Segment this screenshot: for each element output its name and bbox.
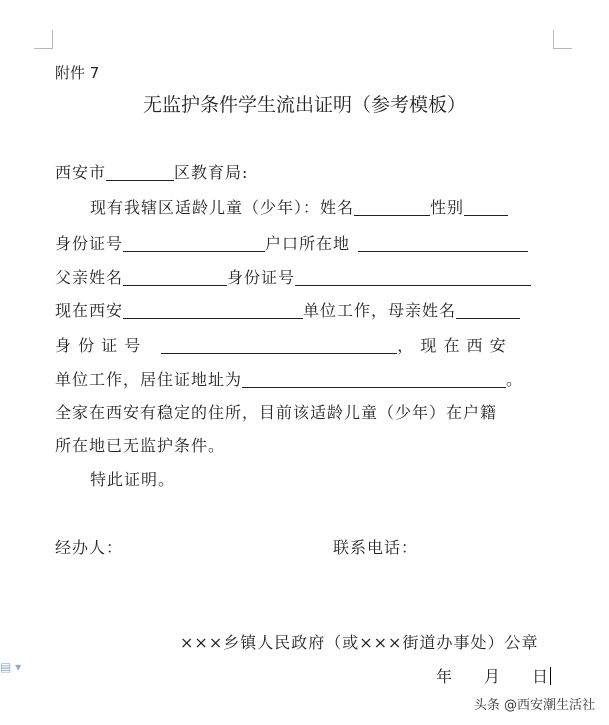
body-line-8: 全家在西安有稳定的住所，目前该适龄儿童（少年）在户籍 xyxy=(55,403,498,422)
text-education-bureau: 区教育局: xyxy=(174,163,249,182)
blank-household-location[interactable] xyxy=(358,234,528,252)
text-residence-address: 单位工作，居住证地址为 xyxy=(55,370,243,389)
date-text: 年 月 日 xyxy=(436,667,549,686)
body-line-3 xyxy=(55,231,528,254)
blank-father-name[interactable] xyxy=(123,268,227,286)
blank-name[interactable] xyxy=(354,198,430,216)
page-corner-mark-top-left xyxy=(34,30,53,49)
blank-mother-name[interactable] xyxy=(456,301,520,319)
watermark: 头条 @西安潮生活社 xyxy=(473,698,595,713)
text-mother-name: 单位工作，母亲姓名 xyxy=(303,301,457,320)
text-cursor xyxy=(550,667,551,685)
date-line xyxy=(436,664,551,687)
text-father-id: 身份证号 xyxy=(227,268,296,287)
official-stamp-text: ×××乡镇人民政府（或×××街道办事处）公章 xyxy=(180,633,539,652)
attachment-label: 附件 7 xyxy=(55,64,100,82)
blank-id-number[interactable] xyxy=(123,234,265,252)
blank-mother-id[interactable] xyxy=(161,336,397,354)
text-id-number: 身份证号 xyxy=(55,234,124,253)
text-child-name: 现有我辖区适龄儿童（少年）：姓名 xyxy=(90,198,355,217)
body-line-1 xyxy=(55,160,248,183)
text-city: 西安市 xyxy=(55,163,107,182)
text-period: 。 xyxy=(506,370,524,389)
body-line-6 xyxy=(55,333,507,356)
document-title: 无监护条件学生流出证明（参考模板） xyxy=(142,94,466,116)
body-line-4 xyxy=(55,265,531,288)
text-gender: 性别 xyxy=(430,198,465,217)
body-line-7 xyxy=(55,367,523,390)
body-line-9: 所在地已无监护条件。 xyxy=(55,436,226,455)
text-current-xian-2: ， 现 在 西 安 xyxy=(397,336,507,355)
blank-father-workplace[interactable] xyxy=(123,301,303,319)
blank-district[interactable] xyxy=(106,163,174,181)
blank-gender[interactable] xyxy=(464,198,508,216)
text-current-xian: 现在西安 xyxy=(55,301,124,320)
document-icon[interactable]: ▤ ▾ xyxy=(0,660,22,674)
page-corner-mark-top-right xyxy=(553,30,572,49)
body-line-2 xyxy=(90,195,508,218)
text-mother-id: 身 份 证 号 xyxy=(55,336,142,355)
blank-father-id[interactable] xyxy=(295,268,531,286)
phone-label: 联系电话： xyxy=(333,538,419,557)
body-line-5 xyxy=(55,298,520,321)
handler-label: 经办人： xyxy=(55,538,124,557)
text-father-name: 父亲姓名 xyxy=(55,268,124,287)
blank-residence-address[interactable] xyxy=(242,370,506,388)
body-line-10: 特此证明。 xyxy=(90,470,176,489)
text-household-location: 户口所在地 xyxy=(265,234,351,253)
